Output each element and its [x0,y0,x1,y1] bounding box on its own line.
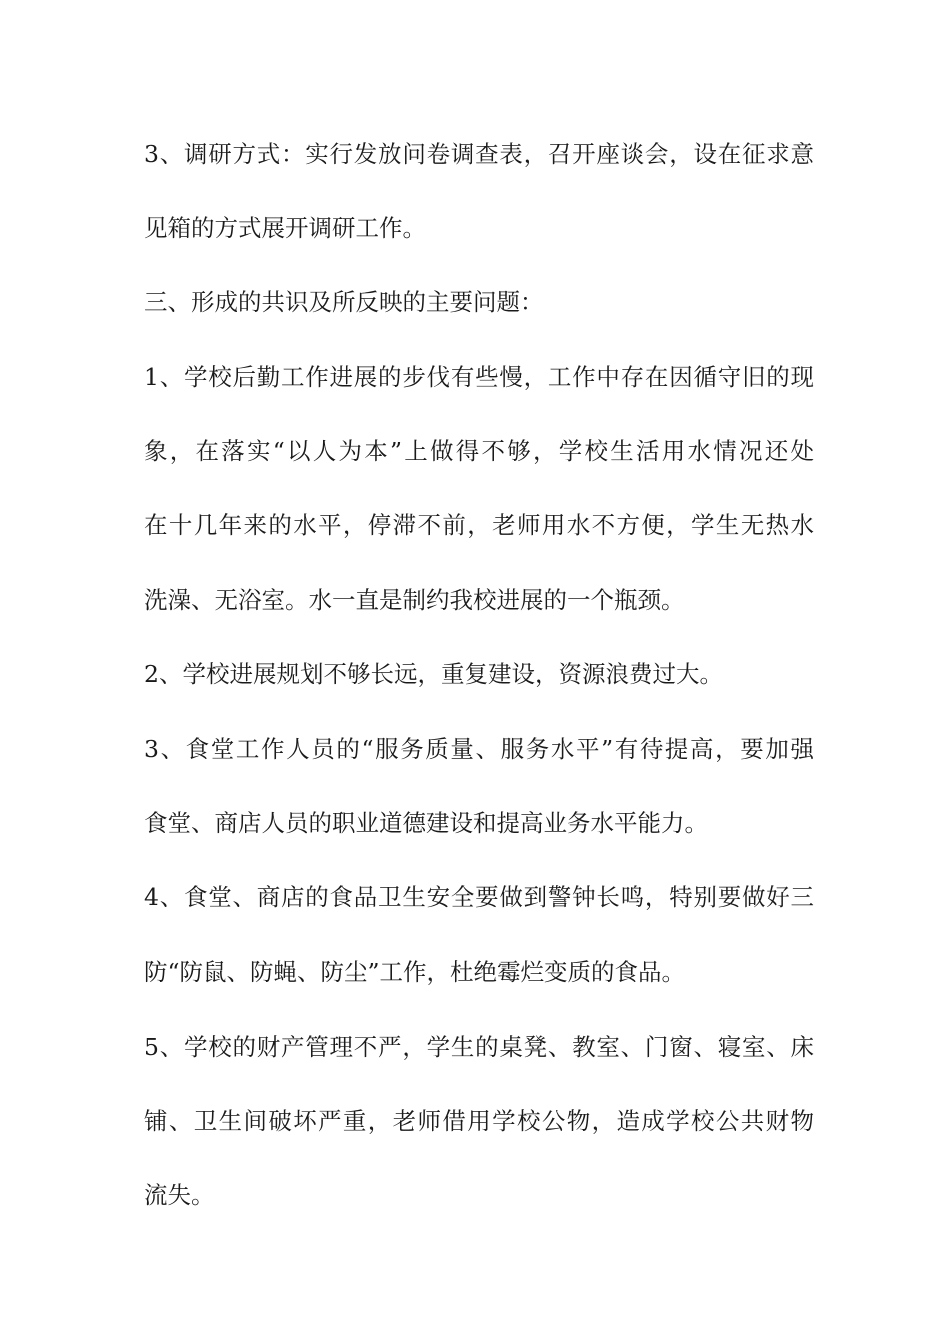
text-line: 食堂、商店人员的职业道德建设和提高业务水平能力。 [144,809,708,837]
text-line: 3、调研方式：实行发放问卷调查表，召开座谈会，设在征求意 [144,140,814,168]
section-heading: 三、形成的共识及所反映的主要问题： [144,288,544,316]
text-line: 在十几年来的水平，停滞不前，老师用水不方便，学生无热水 [144,511,814,539]
text-line: 洗澡、无浴室。水一直是制约我校进展的一个瓶颈。 [144,586,685,614]
text-line: 见箱的方式展开调研工作。 [144,214,426,242]
text-line: 5、学校的财产管理不严，学生的桌凳、教室、门窗、寝室、床 [144,1033,814,1061]
text-line: 防“防鼠、防蝇、防尘”工作，杜绝霉烂变质的食品。 [144,958,686,986]
text-line: 2、学校进展规划不够长远，重复建设，资源浪费过大。 [144,660,723,688]
text-line: 3、食堂工作人员的“服务质量、服务水平”有待提高，要加强 [144,735,814,763]
text-line: 流失。 [144,1181,215,1209]
text-line: 铺、卫生间破坏严重，老师借用学校公物，造成学校公共财物 [144,1107,814,1135]
text-line: 4、食堂、商店的食品卫生安全要做到警钟长鸣，特别要做好三 [144,883,814,911]
text-line: 象，在落实“以人为本”上做得不够，学校生活用水情况还处 [144,437,814,465]
text-line: 1、学校后勤工作进展的步伐有些慢，工作中存在因循守旧的现 [144,363,814,391]
